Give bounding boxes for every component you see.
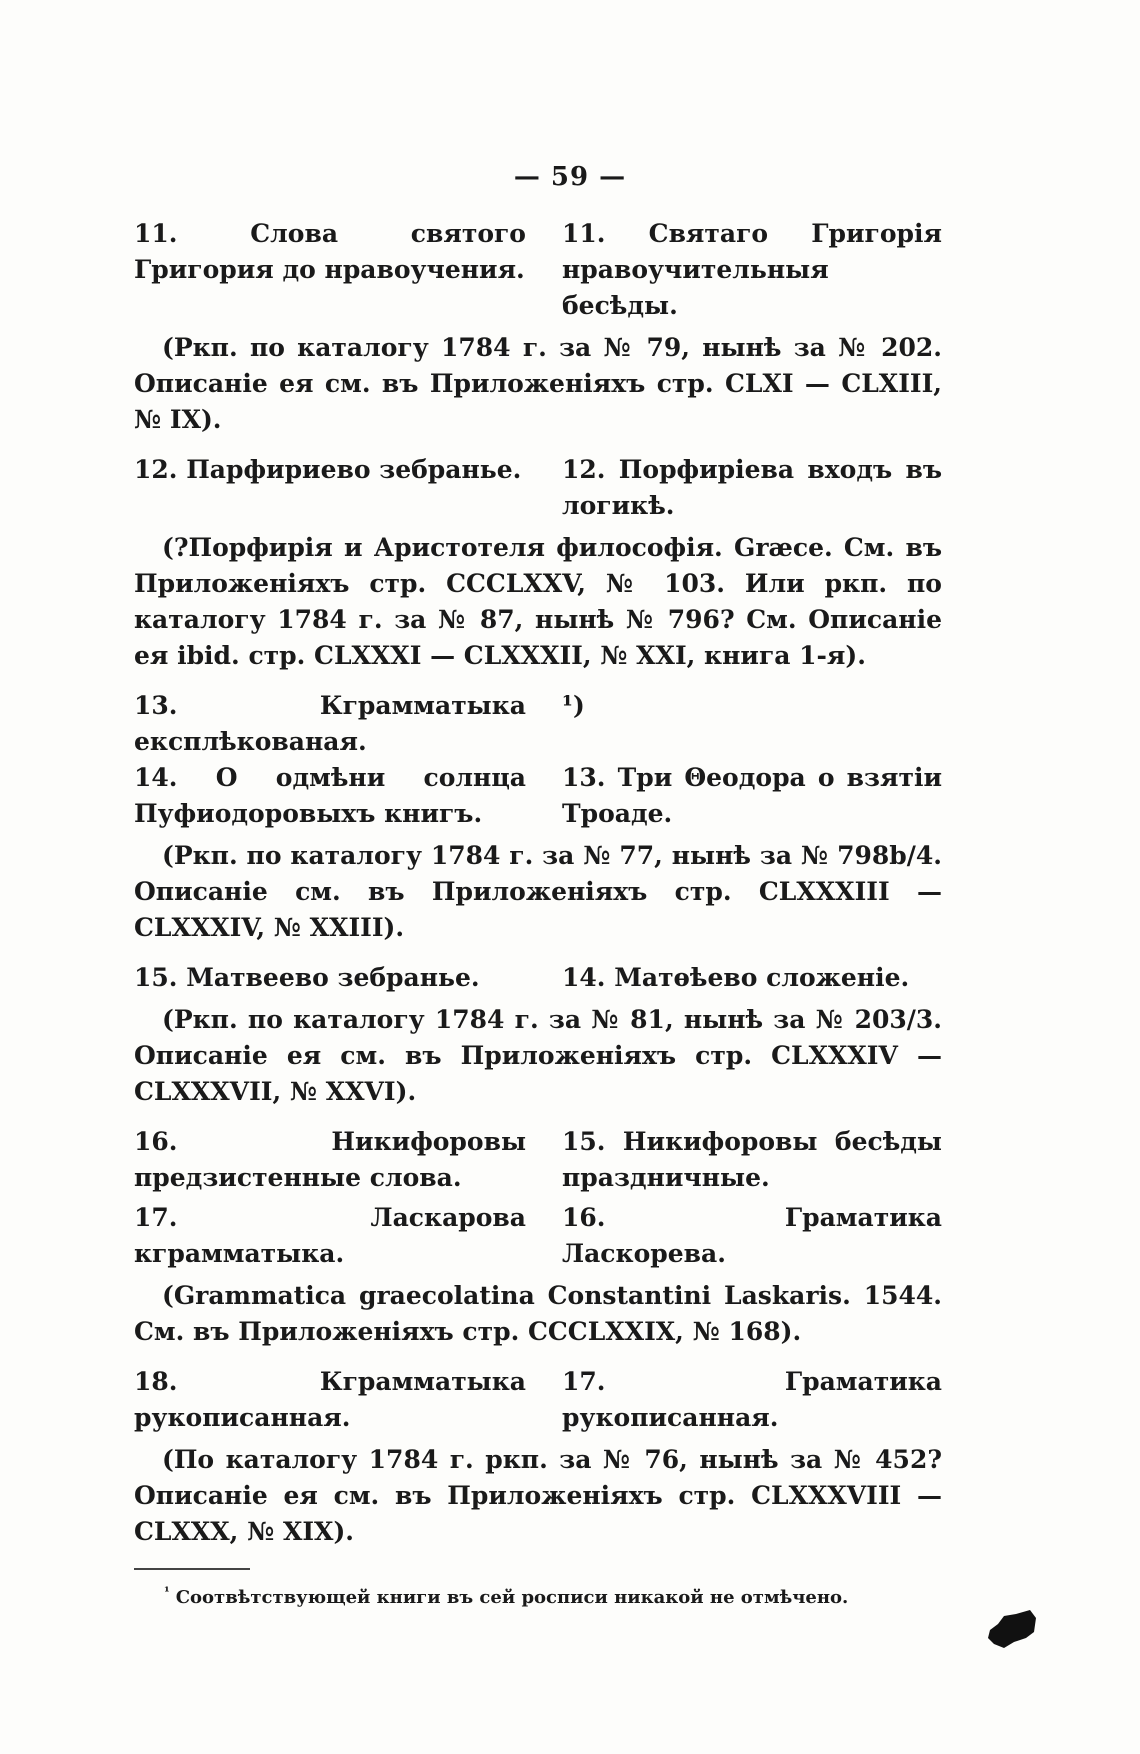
entry-left: 14. О одмѣни солнца Пуфиодоровыхъ книгъ. xyxy=(134,763,526,828)
entry-right: 12. Порфиріева входъ въ логикѣ. xyxy=(562,455,942,520)
entry-left: 12. Парфириево зебранье. xyxy=(134,455,522,484)
footnote-text: Соотвѣтствующей книги въ сей росписи никакой не отмѣчено. xyxy=(175,1587,849,1608)
page-number: — 59 — xyxy=(513,162,627,192)
entry-note: (По каталогу 1784 г. ркп. за № 76, нынѣ за № 452? Описаніе ея см. въ Приложеніяхъ стр. CLXXXVIII — CLXXX, № XIX). xyxy=(134,1445,942,1546)
entry-right: 13. Три Θеодора о взятіи Троаде. xyxy=(562,763,942,828)
entry-left: 15. Матвеево зебранье. xyxy=(134,963,480,992)
entry-right: 14. Матѳѣево сложеніе. xyxy=(562,963,910,992)
entry-right: 15. Никифоровы бесѣды праздничные. xyxy=(562,1127,942,1192)
entry-row xyxy=(134,688,942,760)
entry-left: 11. Слова святого Григория до нравоучения. xyxy=(134,219,526,284)
entry-note: (?Порфирія и Аристотеля философія. Græce. См. въ Приложеніяхъ стр. CCCLXXV, № 103. Или ркп. по каталогу 1784 г. за № 87, нынѣ № 796? См. Описаніе ея ibid. стр. CLXXXI — CLXXXII, № XXI, книга 1-я). xyxy=(134,533,942,670)
footnote-reference: ¹) xyxy=(562,691,585,720)
entry-row xyxy=(134,1124,942,1196)
footnote-mark: ¹ xyxy=(164,1585,170,1600)
entry-row xyxy=(134,1364,942,1436)
footnote-divider xyxy=(134,1568,250,1570)
entry-row xyxy=(134,760,942,832)
entry-right: 17. Граматика рукописанная. xyxy=(562,1367,942,1432)
entry-row xyxy=(134,960,942,996)
entry-row xyxy=(134,216,942,324)
entry-note: (Grammatica graecolatina Constantini Laskaris. 1544. См. въ Приложеніяхъ стр. CCCLXXIX, № 168). xyxy=(134,1281,942,1346)
footnote xyxy=(134,1580,942,1611)
entry-note: (Ркп. по каталогу 1784 г. за № 79, нынѣ за № 202. Описаніе ея см. въ Приложеніяхъ стр. CLXI — CLXIII, № IX). xyxy=(134,333,942,434)
entry-left: 18. Кграмматыка рукописанная. xyxy=(134,1367,526,1432)
entry-row xyxy=(134,452,942,524)
entry-left: 13. Кграмматыка експлѣкованая. xyxy=(134,691,526,756)
entry-row xyxy=(134,1200,942,1272)
entry-left: 16. Никифоровы предзистенные слова. xyxy=(134,1127,526,1192)
entry-right: 11. Святаго Григорія нравоучительныя бесѣды. xyxy=(562,219,942,320)
ink-blot-mark xyxy=(986,1608,1040,1652)
catalog-entries xyxy=(134,216,942,1611)
entry-right: 16. Граматика Ласкорева. xyxy=(562,1203,942,1268)
entry-note: (Ркп. по каталогу 1784 г. за № 81, нынѣ за № 203/3. Описаніе ея см. въ Приложеніяхъ стр. CLXXXIV — CLXXXVII, № XXVI). xyxy=(134,1005,942,1106)
entry-note: (Ркп. по каталогу 1784 г. за № 77, нынѣ за № 798b/4. Описаніе см. въ Приложеніяхъ стр. CLXXXIII — CLXXXIV, № XXIII). xyxy=(134,841,942,942)
entry-left: 17. Ласкарова кграмматыка. xyxy=(134,1203,526,1268)
